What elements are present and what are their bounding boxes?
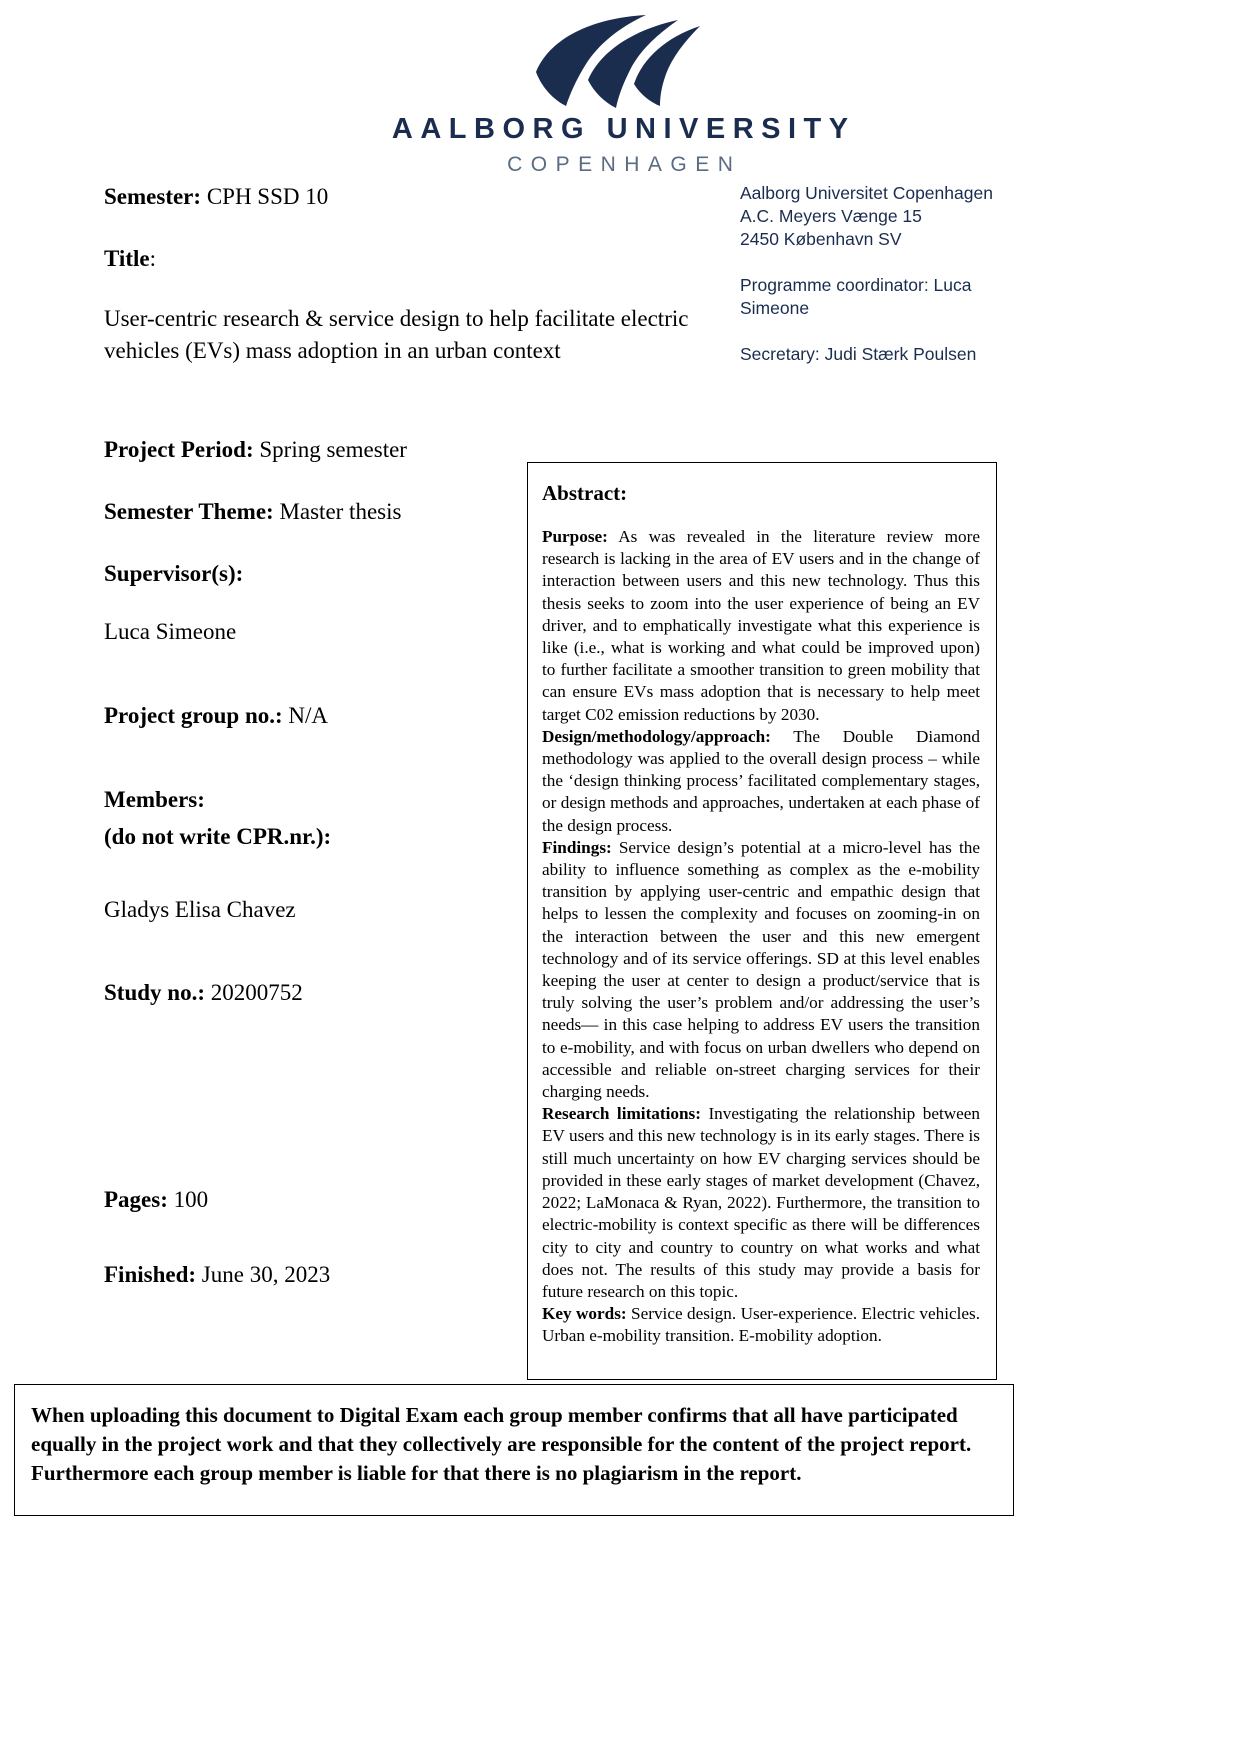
pages-row: [104, 1185, 524, 1216]
abstract-box: [527, 462, 997, 1380]
abstract-heading: Abstract:: [542, 481, 628, 505]
address-gap-1: [740, 251, 1022, 274]
institution-name: Aalborg Universitet Copenhagen: [740, 183, 993, 203]
abstract-methodology-label: Design/methodology/approach:: [542, 726, 771, 746]
abstract-methodology: [542, 726, 980, 837]
member-name: Gladys Elisa Chavez: [104, 896, 296, 922]
supervisor-name: Luca Simeone: [104, 619, 237, 645]
pages-label: Pages:: [104, 1187, 168, 1212]
project-period-value: Spring semester: [253, 436, 407, 462]
abstract-purpose-label: Purpose:: [542, 527, 608, 546]
abstract-findings-label: Findings:: [542, 837, 612, 857]
study-no-value: 20200752: [204, 980, 303, 1006]
members-cpr-note: (do not write CPR.nr.):: [104, 823, 332, 849]
abstract-methodology-text: The Double Diamond methodology was applied to the overall design process – while the ‘design thinking process’ facilitated complementary stages, or design methods and approaches, undertaken at each phase of the design process.: [542, 726, 980, 835]
abstract-purpose-text: As was revealed in the literature review more research is lacking in the area of EV users and in the change of interaction between users and this new technology. Thus this thesis seeks to zoom into the user experience of being an EV driver, and to emphatically investigate what this experience is like (i.e., what is working and what could be improved upon) to further facilitate a smoother transition to green mobility that can ensure EVs mass adoption that is necessary to help meet target C02 emission reductions by 2030.: [542, 527, 980, 724]
spacer-after-title-label: [104, 281, 694, 303]
declaration-box: [14, 1384, 1014, 1516]
abstract-limitations-label: Research limitations:: [542, 1104, 701, 1124]
thesis-title-value: User-centric research & service design to help facilitate electric vehicles (EVs) mass adoption in an urban context: [104, 305, 689, 364]
abstract-keywords: [542, 1303, 980, 1347]
abstract-purpose: [542, 526, 980, 726]
title-label-colon: :: [149, 245, 156, 271]
members-label: Members:: [104, 787, 205, 812]
finished-value: June 30, 2023: [196, 1261, 331, 1287]
finished-label: Finished:: [104, 1261, 197, 1287]
abstract-keywords-text: Service design. User-experience. Electric vehicles. Urban e-mobility transition. E-mobility adoption.: [542, 1304, 980, 1346]
finished-row: [104, 1260, 524, 1291]
abstract-body: [542, 526, 980, 1348]
semester-theme-value: Master thesis: [273, 498, 402, 524]
pages-value: 100: [167, 1187, 209, 1212]
title-label: Title: [104, 245, 150, 271]
institution-address-block: [740, 182, 1022, 366]
metadata-pages-block: [104, 1185, 524, 1335]
secretary: Secretary: Judi Stærk Poulsen: [740, 344, 977, 364]
abstract-keywords-label: Key words:: [542, 1304, 627, 1324]
institution-city: 2450 København SV: [740, 229, 902, 249]
institution-street: A.C. Meyers Vænge 15: [740, 206, 922, 226]
programme-coordinator: Programme coordinator: Luca Simeone: [740, 275, 972, 318]
address-gap-2: [740, 320, 1022, 343]
project-group-label: Project group no.:: [104, 703, 283, 729]
supervisors-label: Supervisor(s):: [104, 560, 244, 586]
university-logo-block: [0, 0, 1240, 177]
abstract-limitations: [542, 1103, 980, 1303]
semester-theme-label: Semester Theme:: [104, 498, 274, 524]
project-group-value: N/A: [282, 703, 329, 729]
semester-row: [104, 182, 694, 213]
semester-label: Semester:: [104, 184, 202, 209]
study-no-label: Study no.:: [104, 980, 205, 1006]
aau-swoosh-logo-icon: [530, 14, 710, 109]
abstract-findings: [542, 837, 980, 1103]
logo-university-text: AALBORG UNIVERSITY: [391, 113, 856, 145]
logo-campus-text: COPENHAGEN: [507, 153, 742, 176]
project-period-label: Project Period:: [104, 436, 254, 462]
spacer-after-title: [104, 399, 694, 435]
semester-value: CPH SSD 10: [201, 184, 329, 209]
abstract-findings-text: Service design’s potential at a micro-level has the ability to influence something as complex as the e-mobility transition by applying user-centric and empathic design that helps to lessen the complexity and focuses on zooming-in on the interaction between the user and this new emergent technology and of its service offerings. SD at this level enables keeping the user at center to design a product/service that is truly solving the user’s problem and/or addressing the user’s needs— in this case helping to address EV users the transition to e-mobility, and with focus on urban dwellers who depend on accessible and reliable on-street charging services for their charging needs.: [542, 837, 980, 1102]
title-label-row: [104, 244, 694, 275]
declaration-text: When uploading this document to Digital Exam each group member confirms that all have participated equally in the project work and that they collectively are responsible for the content of the project report. Furthermore each group member is liable for that there is no plagiarism in the report.: [31, 1403, 972, 1485]
abstract-limitations-text: Investigating the relationship between EV users and this new technology is in its early stages. There is still much uncertainty on how EV charging services should be provided in these early stages of market development (Chavez, 2022; LaMonaca & Ryan, 2022). Furthermore, the transition to electric-mobility is context specific as there will be differences city to city and country to country on what works and what does not. The results of this study may provide a basis for future research on this topic.: [542, 1104, 980, 1301]
